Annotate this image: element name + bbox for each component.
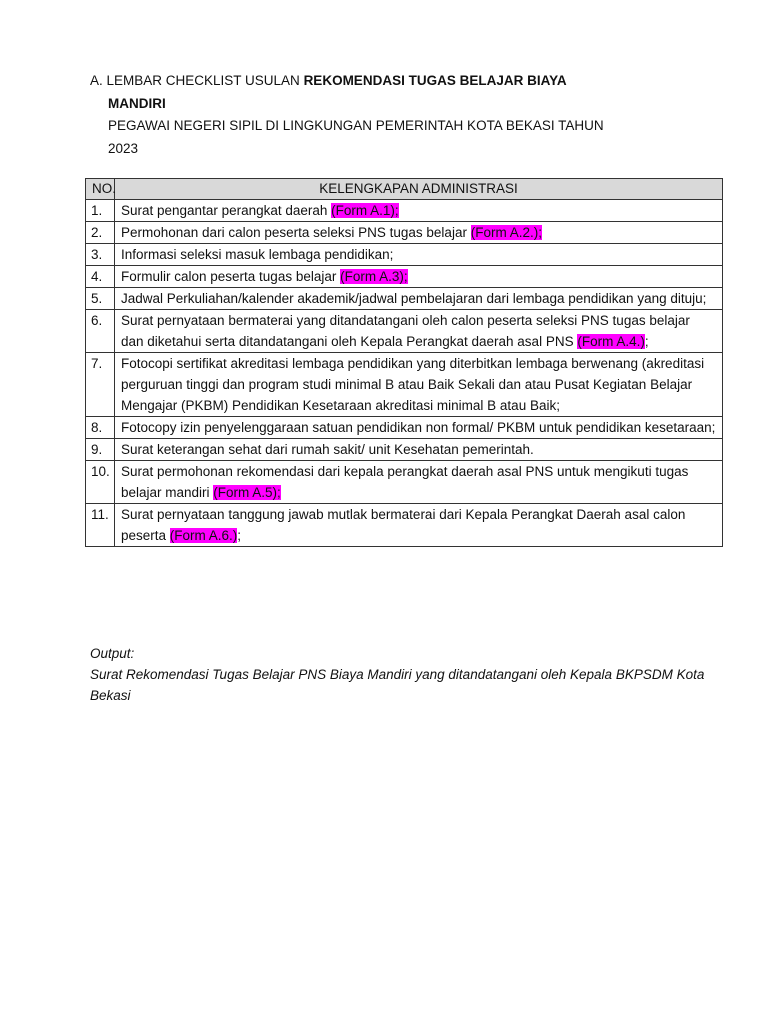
table-row — [86, 288, 723, 310]
output-text: Surat Rekomendasi Tugas Belajar PNS Biaya Mandiri yang ditandatangani oleh Kepala BKPSDM Kota Bekasi — [90, 667, 705, 703]
table-row — [86, 439, 723, 461]
table-row — [86, 353, 723, 417]
row-description — [115, 461, 723, 504]
row-text: Formulir calon peserta tugas belajar — [121, 269, 341, 284]
row-text: Informasi seleksi masuk lembaga pendidikan; — [121, 247, 394, 262]
form-reference: (Form A.3); — [340, 269, 408, 284]
table-row — [86, 504, 723, 547]
form-reference: (Form A.1); — [331, 203, 399, 218]
row-description — [115, 244, 723, 266]
row-number: 6. — [86, 310, 115, 353]
heading-subtitle: PEGAWAI NEGERI SIPIL DI LINGKUNGAN PEMERINTAH KOTA BEKASI TAHUN — [108, 118, 604, 133]
row-text: Fotocopi sertifikat akreditasi lembaga pendidikan yang diterbitkan lembaga berwenang (akreditasi perguruan tinggi dan program studi minimal B atau Baik Sekali dan atau Pusat Kegiatan Belajar Mengajar (PKBM) Pendidikan Kesetaraan akreditasi minimal B atau Baik; — [121, 356, 705, 413]
heading-line-1 — [90, 70, 730, 93]
row-description — [115, 439, 723, 461]
form-reference: (Form A.4.) — [577, 334, 645, 349]
row-text: Jadwal Perkuliahan/kalender akademik/jadwal pembelajaran dari lembaga pendidikan yang dituju; — [121, 291, 707, 306]
row-number: 9. — [86, 439, 115, 461]
row-tail: ; — [644, 334, 649, 349]
row-text: Surat pernyataan tanggung jawab mutlak bermaterai dari Kepala Perangkat Daerah asal calon peserta — [121, 507, 686, 543]
heading-prefix: A. LEMBAR CHECKLIST USULAN — [90, 73, 304, 88]
table-row — [86, 310, 723, 353]
row-number: 1. — [86, 200, 115, 222]
table-row — [86, 266, 723, 288]
form-reference: (Form A.2.); — [470, 225, 542, 240]
row-number: 8. — [86, 417, 115, 439]
row-number: 10. — [86, 461, 115, 504]
header-no: NO. — [86, 179, 115, 200]
output-label: Output: — [90, 646, 135, 661]
heading-title-bold: REKOMENDASI TUGAS BELAJAR BIAYA — [303, 73, 567, 88]
row-number: 7. — [86, 353, 115, 417]
row-description — [115, 288, 723, 310]
row-text: Permohonan dari calon peserta seleksi PNS tugas belajar — [121, 225, 471, 240]
row-description — [115, 417, 723, 439]
row-number: 11. — [86, 504, 115, 547]
table-row — [86, 244, 723, 266]
row-tail: ; — [237, 528, 242, 543]
table-row — [86, 461, 723, 504]
heading-year: 2023 — [108, 140, 139, 156]
form-reference: (Form A.5); — [213, 485, 281, 500]
table-header-row — [86, 179, 723, 200]
table-row — [86, 200, 723, 222]
output-section — [90, 643, 730, 706]
row-number: 2. — [86, 222, 115, 244]
row-text: Surat pengantar perangkat daerah — [121, 203, 332, 218]
checklist-table — [85, 178, 723, 547]
row-description — [115, 222, 723, 244]
row-text: Surat keterangan sehat dari rumah sakit/ unit Kesehatan pemerintah. — [121, 442, 534, 457]
row-number: 3. — [86, 244, 115, 266]
row-text: Surat permohonan rekomendasi dari kepala perangkat daerah asal PNS untuk mengikuti tugas belajar mandiri — [121, 464, 689, 500]
row-description — [115, 310, 723, 353]
row-description — [115, 353, 723, 417]
table-row — [86, 222, 723, 244]
header-kelengkapan: KELENGKAPAN ADMINISTRASI — [115, 179, 723, 200]
table-row — [86, 417, 723, 439]
row-number: 4. — [86, 266, 115, 288]
row-description — [115, 266, 723, 288]
row-description — [115, 504, 723, 547]
form-reference: (Form A.6.) — [169, 528, 238, 543]
row-text: Fotocopy izin penyelenggaraan satuan pendidikan non formal/ PKBM untuk pendidikan kesetaraan; — [121, 420, 716, 435]
row-description — [115, 200, 723, 222]
heading-title-bold-cont: MANDIRI — [108, 95, 166, 111]
row-number: 5. — [86, 288, 115, 310]
document-heading — [90, 70, 730, 160]
row-text: Surat pernyataan bermaterai yang ditandatangani oleh calon peserta seleksi PNS tugas belajar dan diketahui serta ditandatangani oleh Kepala Perangkat daerah asal PNS — [121, 313, 690, 349]
